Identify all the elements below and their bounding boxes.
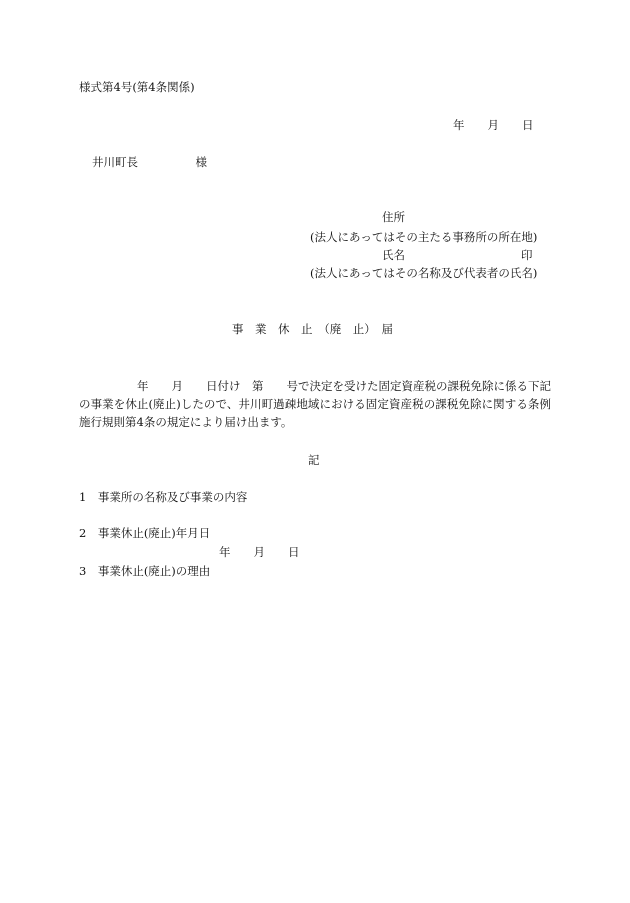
address-label: 住所 [382, 210, 405, 224]
item-2-date: 年 月 日 [219, 545, 300, 559]
document-title: 事 業 休 止 （廃 止） 届 [232, 322, 393, 336]
item-1: 1 事業所の名称及び事業の内容 [79, 490, 248, 504]
item-2: 2 事業休止(廃止)年月日 [79, 526, 211, 540]
name-label: 氏名 [382, 248, 405, 262]
name-note: (法人にあってはその名称及び代表者の氏名) [310, 266, 538, 280]
body-text: 年 月 日付け 第 号で決定を受けた固定資産税の課税免除に係る下記の事業を休止(廃止)したので、井川町過疎地域における固定資産税の課税免除に関する条例施行規則第4条の規定により届け出ます。 [79, 379, 551, 429]
item-3: 3 事業休止(廃止)の理由 [79, 564, 211, 578]
form-label: 様式第4号(第4条関係) [79, 80, 195, 94]
addressee: 井川町長 様 [92, 155, 207, 169]
ki-heading: 記 [308, 453, 320, 467]
address-note: (法人にあってはその主たる事務所の所在地) [310, 230, 538, 244]
seal-mark: 印 [521, 248, 533, 262]
body-paragraph [79, 377, 551, 431]
date-line: 年 月 日 [453, 118, 534, 132]
